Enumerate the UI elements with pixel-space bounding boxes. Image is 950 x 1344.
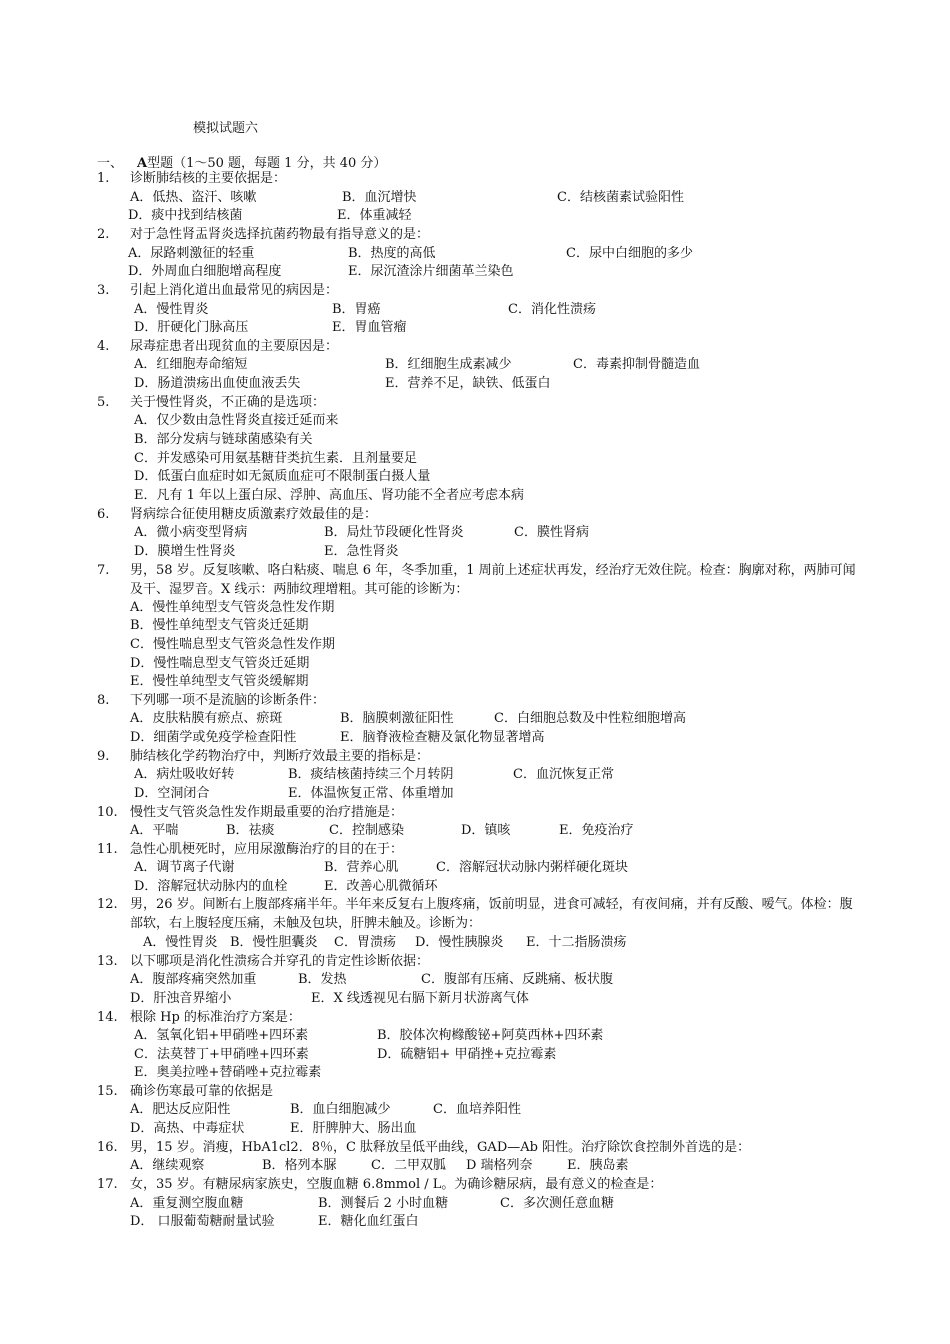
option-e: E．奥美拉唑+替硝唑+克拉霉素 [134, 1065, 322, 1080]
option-a: A．微小病变型肾病 [134, 525, 248, 540]
option-e: E．营养不足，缺铁、低蛋白 [385, 376, 551, 391]
question-number: 4. [97, 339, 110, 354]
option-c: C．胃溃疡 [334, 935, 396, 950]
option-b: B．营养心肌 [324, 860, 399, 875]
option-a: A．氢氧化铝+甲硝唑+四环素 [134, 1028, 309, 1043]
option-e: E．X 线透视见右膈下新月状游离气体 [311, 991, 529, 1006]
option-c: C．慢性喘息型支气管炎急性发作期 [130, 637, 335, 652]
option-c: C．二甲双胍 [371, 1158, 446, 1173]
question-text: 引起上消化道出血最常见的病因是： [130, 283, 339, 298]
option-e: E．体温恢复正常、体重增加 [288, 786, 454, 801]
option-d: D．空洞闭合 [134, 786, 210, 801]
option-b: B．慢性胆囊炎 [230, 935, 318, 950]
option-a: A．红细胞寿命缩短 [134, 357, 248, 372]
option-a: A．尿路刺激征的轻重 [128, 246, 255, 261]
option-e: E．改善心肌微循环 [324, 879, 438, 894]
option-b: B．测餐后 2 小时血糖 [318, 1196, 449, 1211]
question-7-text: 男，58 岁。反复咳嗽、咯白粘痰、喘息 6 年，冬季加重，1 周前上述症状再发，经治疗无效住院。检查：胸廓对称，两肺可闻及干、湿罗音。X 线示：两肺纹理增粗。其可能的诊断为： [130, 563, 856, 597]
option-b: B．痰结核菌持续三个月转阴 [288, 767, 454, 782]
question-number: 15. [97, 1084, 118, 1099]
option-a: A．肥达反应阳性 [130, 1102, 231, 1117]
question-12-text: 男，26 岁。间断右上腹部疼痛半年。半年来反复右上腹疼痛，饭前明显，进食可减轻，有夜间痛，并有反酸、嗳气。体检：腹部软，右上腹轻度压痛，未触及包块，肝脾未触及。诊断为： [130, 897, 853, 931]
option-a: A．平喘 [130, 823, 179, 838]
option-c: C．血培养阳性 [433, 1102, 521, 1117]
question-text: 肾病综合征使用糖皮质激素疗效最佳的是： [130, 507, 378, 522]
question-text: 慢性支气管炎急性发作期最重要的治疗措施是： [130, 805, 404, 820]
option-b: B．热度的高低 [348, 246, 436, 261]
option-e: E．十二指肠溃疡 [526, 935, 627, 950]
option-b: B．胃癌 [332, 302, 381, 317]
question-text: 下列哪一项不是流脑的诊断条件： [130, 693, 326, 708]
option-c: C．膜性肾病 [514, 525, 589, 540]
option-c: C．血沉恢复正常 [513, 767, 614, 782]
option-c: C．法莫替丁+甲硝唑+四环素 [134, 1047, 309, 1062]
option-a: A．慢性胃炎 [134, 302, 209, 317]
question-number: 14. [97, 1010, 118, 1025]
question-number: 16. [97, 1140, 118, 1155]
option-e: E．凡有 1 年以上蛋白尿、浮肿、高血压、肾功能不全者应考虑本病 [134, 488, 525, 503]
question-number: 2. [97, 227, 110, 242]
section-heading [97, 152, 386, 171]
option-a: A．重复测空腹血糖 [130, 1196, 244, 1211]
option-e: E．糖化血红蛋白 [318, 1214, 419, 1229]
option-b: B．祛痰 [226, 823, 275, 838]
option-b: B．慢性单纯型支气管炎迁延期 [130, 618, 309, 633]
question-number: 9. [97, 749, 110, 764]
option-d: D．外周血白细胞增高程度 [128, 264, 282, 279]
option-d: D．硫糖铝+ 甲硝挫+克拉霉素 [377, 1047, 557, 1062]
question-text: 男，15 岁。消瘦，HbA1cl2．8％，C 肽释放呈低平曲线，GAD—Ab 阳性。治疗除饮食控制外首选的是： [130, 1140, 751, 1155]
question-number: 13. [97, 954, 118, 969]
option-e: E．胃血管瘤 [332, 320, 407, 335]
option-a: A．仅少数由急性肾炎直接迁延而来 [134, 413, 339, 428]
question-number: 10. [97, 805, 118, 820]
section-prefix: 一、 [97, 156, 124, 171]
option-d: D．痰中找到结核菌 [128, 208, 243, 223]
question-text: 确诊伤寒最可靠的依据是 [130, 1084, 274, 1099]
option-d: D．肝硬化门脉高压 [134, 320, 249, 335]
option-d: D．镇咳 [461, 823, 511, 838]
option-b: B．脑膜刺激征阳性 [340, 711, 454, 726]
section-letter: A [137, 156, 148, 171]
option-c: C．腹部有压痛、反跳痛、板状腹 [421, 972, 613, 987]
question-text: 以下哪项是消化性溃疡合并穿孔的肯定性诊断依据： [130, 954, 430, 969]
question-text: 对于急性肾盂肾炎选择抗菌药物最有指导意义的是： [130, 227, 430, 242]
option-d: D．溶解冠状动脉内的血栓 [134, 879, 288, 894]
option-e: E．脑脊液检查糖及氯化物显著增高 [340, 730, 545, 745]
option-c: C．溶解冠状动脉内粥样硬化斑块 [436, 860, 628, 875]
option-e: E．体重减轻 [337, 208, 412, 223]
option-d: D．肝浊音界缩小 [130, 991, 232, 1006]
question-text: 关于慢性肾炎，不正确的是选项： [130, 395, 326, 410]
option-a: A．皮肤粘膜有瘀点、瘀斑 [130, 711, 283, 726]
question-text: 尿毒症患者出现贫血的主要原因是： [130, 339, 339, 354]
question-number: 1. [97, 171, 110, 186]
option-b: B．发热 [298, 972, 347, 987]
option-e: E．尿沉渣涂片细菌革兰染色 [348, 264, 514, 279]
option-a: A．腹部疼痛突然加重 [130, 972, 257, 987]
option-d: D． 口服葡萄糖耐量试验 [130, 1214, 275, 1229]
option-d: D．慢性胰腺炎 [415, 935, 504, 950]
option-a: A．慢性单纯型支气管炎急性发作期 [130, 600, 335, 615]
question-text: 急性心肌梗死时，应用尿激酶治疗的目的在于： [130, 842, 404, 857]
option-e: E．肝脾肿大、肠出血 [290, 1121, 417, 1136]
question-text: 女，35 岁。有糖尿病家族史，空腹血糖 6.8mmol / L。为确诊糖尿病，最有意义的检查是： [130, 1177, 663, 1192]
question-number: 3. [97, 283, 110, 298]
option-d: D．细菌学或免疫学检查阳性 [130, 730, 297, 745]
question-text: 诊断肺结核的主要依据是： [130, 171, 287, 186]
option-d: D．肠道溃疡出血使血液丢失 [134, 376, 301, 391]
option-b: B．红细胞生成素减少 [385, 357, 512, 372]
section-rest: 型题（1～50 题，每题 1 分，共 40 分） [147, 156, 387, 171]
option-c: C．并发感染可用氨基糖苷类抗生素．且剂量要足 [134, 451, 417, 466]
option-c: C．多次测任意血糖 [500, 1196, 614, 1211]
option-c: C．尿中白细胞的多少 [566, 246, 693, 261]
option-c: C．消化性溃疡 [508, 302, 596, 317]
question-text: 根除 Hp 的标准治疗方案是： [130, 1010, 301, 1025]
question-number: 7. [97, 563, 110, 578]
page-title: 模拟试题六 [193, 121, 259, 136]
question-number: 6. [97, 507, 110, 522]
option-d: D．慢性喘息型支气管炎迁延期 [130, 656, 310, 671]
question-number: 8. [97, 693, 110, 708]
option-b: B．局灶节段硬化性肾炎 [324, 525, 464, 540]
question-number: 11. [97, 842, 118, 857]
question-number: 5. [97, 395, 110, 410]
option-a: A．调节离子代谢 [134, 860, 235, 875]
question-text: 肺结核化学药物治疗中，判断疗效最主要的指标是： [130, 749, 430, 764]
option-c: C．控制感染 [329, 823, 404, 838]
option-b: B．胶体次枸橼酸铋+阿莫西林+四环素 [377, 1028, 604, 1043]
option-d: D 瑞格列奈 [466, 1158, 533, 1173]
option-d: D．低蛋白血症时如无氮质血症可不限制蛋白摄人量 [134, 469, 431, 484]
option-e: E．免疫治疗 [559, 823, 634, 838]
option-b: B．血白细胞减少 [290, 1102, 391, 1117]
option-b: B．血沉增快 [342, 190, 417, 205]
option-a: A．低热、盗汗、咳嗽 [130, 190, 257, 205]
option-c: C．白细胞总数及中性粒细胞增高 [494, 711, 686, 726]
option-a: A．病灶吸收好转 [134, 767, 235, 782]
option-d: D．高热、中毒症状 [130, 1121, 245, 1136]
question-number: 17. [97, 1177, 118, 1192]
option-c: C．结核菌素试验阳性 [557, 190, 684, 205]
option-a: A．继续观察 [130, 1158, 205, 1173]
option-a: A．慢性胃炎 [143, 935, 218, 950]
option-e: E．慢性单纯型支气管炎缓解期 [130, 674, 309, 689]
option-b: B．格列本脲 [262, 1158, 337, 1173]
option-d: D．膜增生性肾炎 [134, 544, 236, 559]
option-e: E．胰岛素 [567, 1158, 629, 1173]
option-c: C．毒素抑制骨髓造血 [573, 357, 700, 372]
option-b: B．部分发病与链球菌感染有关 [134, 432, 313, 447]
question-number: 12. [97, 897, 118, 912]
option-e: E．急性肾炎 [324, 544, 399, 559]
